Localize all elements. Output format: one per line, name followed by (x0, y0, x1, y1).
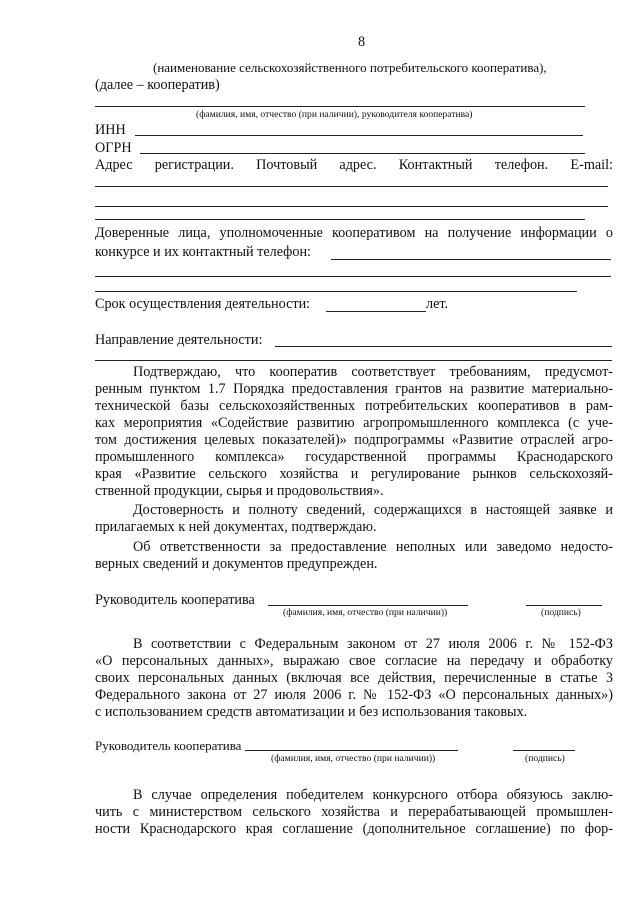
para1-line: ках мероприятия «Содействие развитию агропромышленного комплекса (с уче- (95, 415, 613, 431)
signer-name-caption: (фамилия, имя, отчество (при наличии)) (283, 607, 448, 618)
term-suffix: лет. (426, 296, 449, 312)
signature-caption: (подпись) (541, 607, 581, 618)
signer-label: Руководитель кооператива (95, 738, 242, 753)
address-line (95, 157, 613, 174)
signer-name-line[interactable] (245, 750, 458, 751)
address-word: телефон. (494, 157, 549, 173)
para4-line: В соответствии с Федеральным законом от 27 июля 2006 г. № 152-ФЗ (133, 636, 613, 652)
signer-name-caption: (фамилия, имя, отчество (при наличии)) (271, 753, 436, 764)
para3-line: Об ответственности за предоставление неполных или заведомо недосто- (133, 539, 613, 555)
address-word: адрес. (339, 157, 377, 173)
head-name-line[interactable] (95, 106, 585, 107)
para5-line: ности Краснодарского края соглашение (дополнительное соглашение) по фор- (95, 821, 613, 837)
signer-name-line[interactable] (268, 605, 468, 606)
trustees-field-line-3[interactable] (95, 291, 577, 292)
direction-field-line-2[interactable] (95, 360, 612, 361)
para4-line: с использованием средств автоматизации и без использования таковых. (95, 704, 528, 720)
para1-line: ственной продукции, сырья и продовольствия». (95, 483, 384, 499)
address-word: Адрес (95, 157, 133, 173)
inn-field-line[interactable] (135, 135, 583, 136)
trustees-line-1: Доверенные лица, уполномоченные кооперативом на получение информации о (95, 225, 613, 241)
head-name-caption: (фамилия, имя, отчество (при наличии), руководителя кооператива) (196, 109, 473, 120)
address-field-line-1[interactable] (95, 186, 608, 187)
para3-line: верных сведений и документов предупрежден. (95, 556, 378, 572)
trustees-field-line-2[interactable] (95, 276, 611, 277)
address-word: Почтовый (256, 157, 318, 173)
para1-line: Подтверждаю, что кооператив соответствует требованиям, предусмот- (133, 364, 613, 380)
ogrn-label: ОГРН (95, 140, 132, 156)
address-word: Контактный (398, 157, 473, 173)
trustees-field-line-1[interactable] (331, 259, 611, 260)
address-word: регистрации. (154, 157, 234, 173)
term-label: Срок осуществления деятельности: (95, 296, 311, 312)
inn-label: ИНН (95, 122, 126, 138)
address-field-line-3[interactable] (95, 219, 585, 220)
address-word: E-mail: (570, 157, 613, 173)
direction-label: Направление деятельности: (95, 332, 263, 348)
para5-line: чить с министерством сельского хозяйства и перерабатывающей промышлен- (95, 804, 613, 820)
para1-line: промышленного комплекса» государственной программы Краснодарского (95, 449, 613, 465)
para1-line: края «Развитие сельского хозяйства и регулирование рынков сельскохозяй- (95, 466, 613, 482)
para4-line: Федерального закона от 27 июля 2006 г. № 152-ФЗ «О персональных данных») (95, 687, 613, 703)
para1-line: ренным пунктом 1.7 Порядка предоставления грантов на развитие материально- (95, 381, 613, 397)
para2-line: прилагаемых к ней документах, подтверждаю. (95, 519, 377, 535)
para2-line: Достоверность и полноту сведений, содержащихся в настоящей заявке и (133, 502, 613, 518)
signature-line[interactable] (513, 750, 575, 751)
ogrn-field-line[interactable] (140, 153, 585, 154)
signer-label: Руководитель кооператива (95, 592, 255, 608)
signature-line[interactable] (526, 605, 602, 606)
para4-line: «О персональных данных», выражаю свое согласие на передачу и обработку (95, 653, 613, 669)
address-field-line-2[interactable] (95, 206, 608, 207)
hereinafter-text: (далее – кооператив) (95, 77, 220, 93)
para1-line: том достижения целевых показателей)» подпрограммы «Развитие отраслей агро- (95, 432, 613, 448)
para5-line: В случае определения победителем конкурсного отбора обязуюсь заклю- (133, 787, 613, 803)
page-number: 8 (358, 34, 366, 50)
para1-line: технической базы сельскохозяйственных потребительских кооперативов в рам- (95, 398, 613, 414)
signature-caption: (подпись) (525, 753, 565, 764)
trustees-line-2: конкурсе и их контактный телефон: (95, 244, 311, 260)
direction-field-line-1[interactable] (275, 346, 612, 347)
term-field-line[interactable] (326, 311, 426, 312)
para4-line: своих персональных данных (включая все действия, перечисленные в статье 3 (95, 670, 613, 686)
coop-name-caption: (наименование сельскохозяйственного потребительского кооператива), (153, 60, 547, 75)
